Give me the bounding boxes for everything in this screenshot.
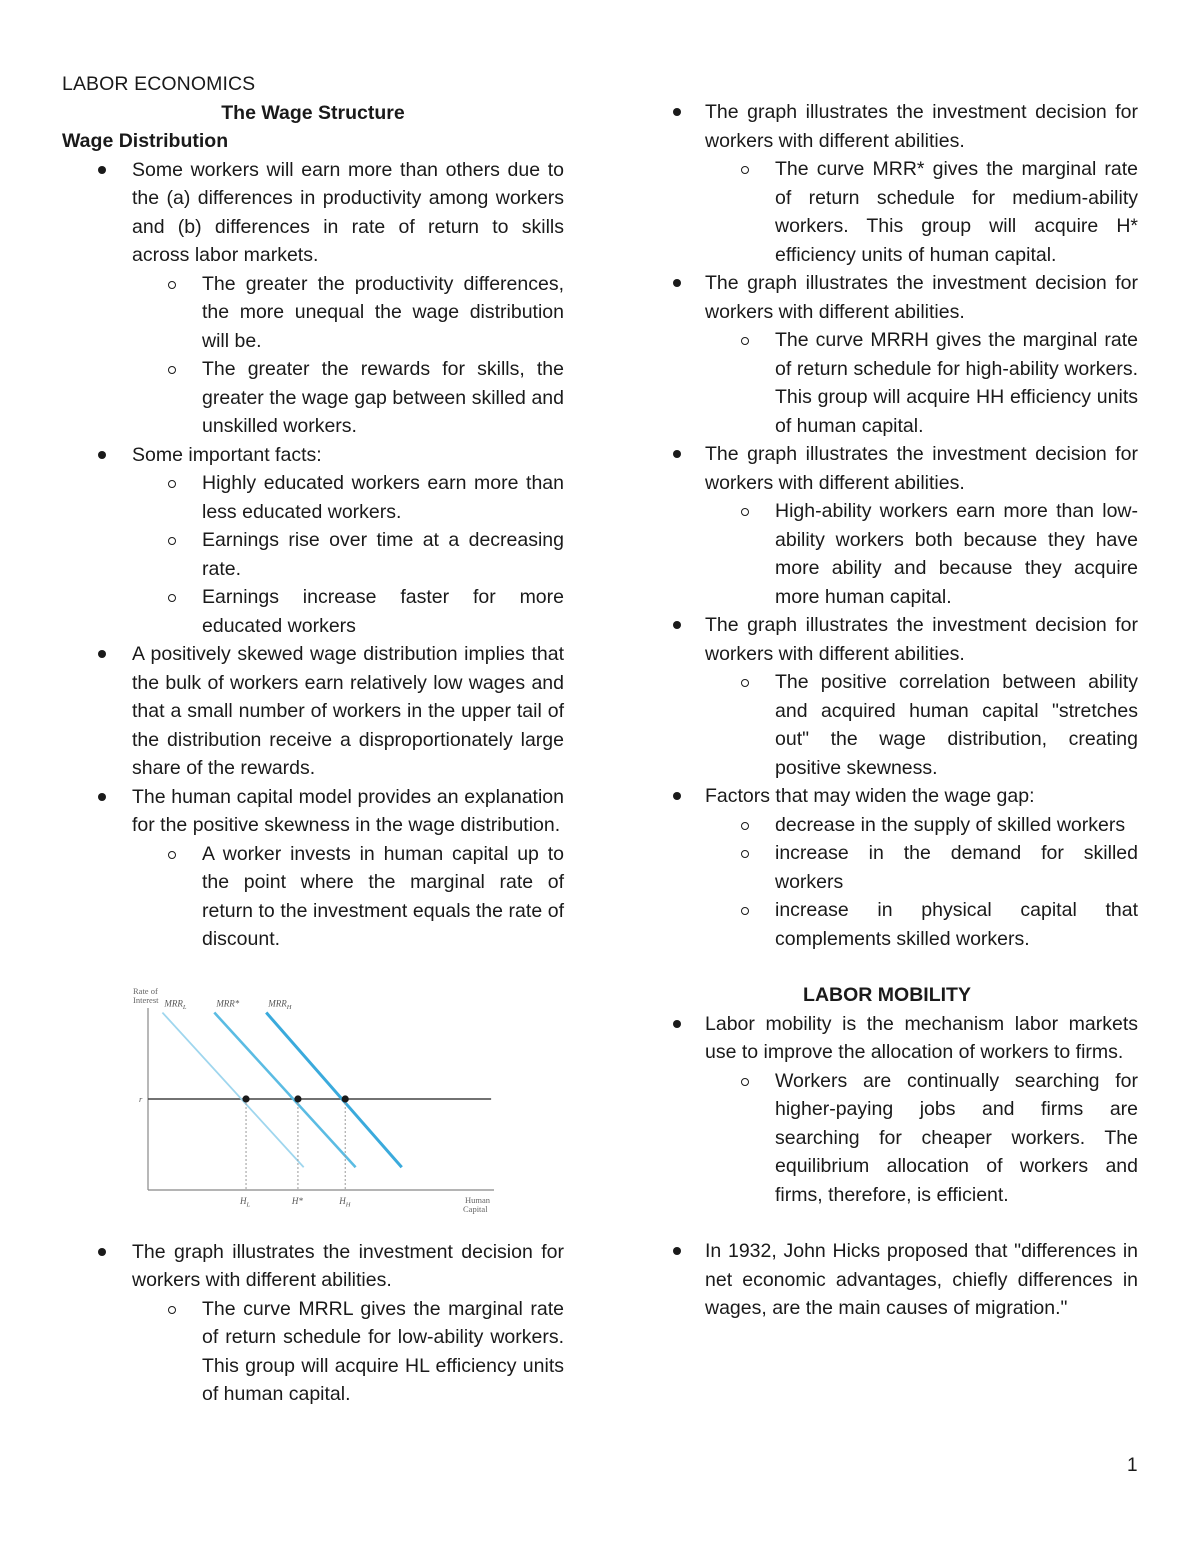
right-column: [636, 98, 1138, 1323]
sub-list-item: The greater the productivity differences, the more unequal the wage distribution will be.: [132, 270, 564, 356]
x-axis-label-line1: Human: [465, 1194, 491, 1205]
sub-list-item: Workers are continually searching for higher-paying jobs and firms are searching for cheaper workers. The equilibrium allocation of workers and firms, therefore, is efficient.: [705, 1067, 1138, 1210]
list-item: The graph illustrates the investment decision for workers with different abilities. High-ability workers earn more than low-ability workers both because they have more ability and because they acquire more human capital.: [636, 440, 1138, 611]
list-item: The graph illustrates the investment decision for workers with different abilities. The curve MRRL gives the marginal rate of return schedule for low-ability workers. This group will acquire HL efficiency units of human capital.: [62, 1238, 564, 1409]
sub-list-item: decrease in the supply of skilled workers: [705, 811, 1138, 840]
equilibrium-point: [342, 1095, 349, 1102]
sub-list-item: increase in the demand for skilled workers: [705, 839, 1138, 896]
chart-svg: [122, 984, 502, 1224]
sub-list-item: Earnings increase faster for more educated workers: [132, 583, 564, 640]
y-axis-label-line2: Interest: [133, 994, 159, 1005]
investment-decision-chart: [122, 984, 502, 1224]
section-title-wage-structure: The Wage Structure: [221, 101, 405, 124]
bullet-list: [62, 1238, 564, 1409]
curve-mrr-l: [162, 1012, 303, 1167]
bullet-list: [636, 1237, 1138, 1323]
list-item: Some important facts: Highly educated workers earn more than less educated workers. Earnings rise over time at a decreasing rate. Earnings increase faster for more educated workers: [62, 441, 564, 641]
sub-list-item: increase in physical capital that complements skilled workers.: [705, 896, 1138, 953]
subsection-title-wage-distribution: Wage Distribution: [62, 130, 229, 152]
sub-list-item: The curve MRRL gives the marginal rate of return schedule for low-ability workers. This group will acquire HL efficiency units of human capital.: [132, 1295, 564, 1409]
sub-list-item: Highly educated workers earn more than less educated workers.: [132, 469, 564, 526]
list-item: The graph illustrates the investment decision for workers with different abilities. The curve MRR* gives the marginal rate of return schedule for medium-ability workers. This group will acquire H* efficiency units of human capital.: [636, 98, 1138, 269]
list-item: A positively skewed wage distribution implies that the bulk of workers earn relatively low wages and that a small number of workers in the upper tail of the distribution receive a disproportionately large share of the rewards.: [62, 640, 564, 783]
x-axis-label-line2: Capital: [463, 1203, 488, 1214]
list-item: In 1932, John Hicks proposed that "differences in net economic advantages, chiefly differences in wages, are the main causes of migration.": [636, 1237, 1138, 1323]
list-item: Factors that may widen the wage gap: decrease in the supply of skilled workers increase in the demand for skilled workers increase in physical capital that complements skilled workers.: [636, 782, 1138, 953]
sub-list-item: High-ability workers earn more than low-ability workers both because they have more ability and because they acquire more human capital.: [705, 497, 1138, 611]
left-column: [62, 70, 564, 1409]
sub-list-item: The greater the rewards for skills, the greater the wage gap between skilled and unskilled workers.: [132, 355, 564, 441]
rate-label: r: [139, 1093, 143, 1104]
bullet-list: [636, 98, 1138, 953]
page-number: 1: [1127, 1455, 1138, 1476]
curve-label-mrr-h: $MRR_H$: [268, 998, 292, 1011]
equilibrium-point: [294, 1095, 301, 1102]
x-tick-label: $H_L$: [240, 1195, 251, 1208]
document-label: LABOR ECONOMICS: [62, 73, 256, 95]
curve-label-mrr-star: MRR*: [216, 998, 240, 1009]
x-tick-label: H*: [291, 1195, 303, 1206]
section-title-labor-mobility: LABOR MOBILITY: [803, 984, 971, 1006]
sub-list-item: The curve MRRH gives the marginal rate of return schedule for high-ability workers. This group will acquire HH efficiency units of human capital.: [705, 326, 1138, 440]
list-item: The graph illustrates the investment decision for workers with different abilities. The curve MRRH gives the marginal rate of return schedule for high-ability workers. This group will acquire HH efficiency units of human capital.: [636, 269, 1138, 440]
list-item: The graph illustrates the investment decision for workers with different abilities. The positive correlation between ability and acquired human capital "stretches out" the wage distribution, creating positive skewness.: [636, 611, 1138, 782]
sub-list-item: A worker invests in human capital up to the point where the marginal rate of return to the investment equals the rate of discount.: [132, 840, 564, 954]
list-item: The human capital model provides an explanation for the positive skewness in the wage distribution. A worker invests in human capital up to the point where the marginal rate of return to the investment equals the rate of discount.: [62, 783, 564, 954]
sub-list-item: Earnings rise over time at a decreasing rate.: [132, 526, 564, 583]
x-tick-label: $H_H$: [339, 1195, 351, 1208]
list-item: Some workers will earn more than others due to the (a) differences in productivity among workers and (b) differences in rate of return to skills across labor markets. The greater the productivity differences, the more unequal the wage distribution will be. The greater the rewards for skills, the greater the wage gap between skilled and unskilled workers.: [62, 156, 564, 441]
bullet-list: [62, 156, 564, 954]
sub-list-item: The curve MRR* gives the marginal rate of return schedule for medium-ability workers. This group will acquire H* efficiency units of human capital.: [705, 155, 1138, 269]
equilibrium-point: [242, 1095, 249, 1102]
sub-list-item: The positive correlation between ability and acquired human capital "stretches out" the wage distribution, creating positive skewness.: [705, 668, 1138, 782]
bullet-list: [636, 1010, 1138, 1210]
y-axis-label-line1: Rate of: [133, 985, 158, 996]
curve-label-mrr-l: $MRR_L$: [164, 998, 187, 1011]
list-item: Labor mobility is the mechanism labor markets use to improve the allocation of workers to firms. Workers are continually searching for higher-paying jobs and firms are searching for cheaper workers. The equilibrium allocation of workers and firms, therefore, is efficient.: [636, 1010, 1138, 1210]
